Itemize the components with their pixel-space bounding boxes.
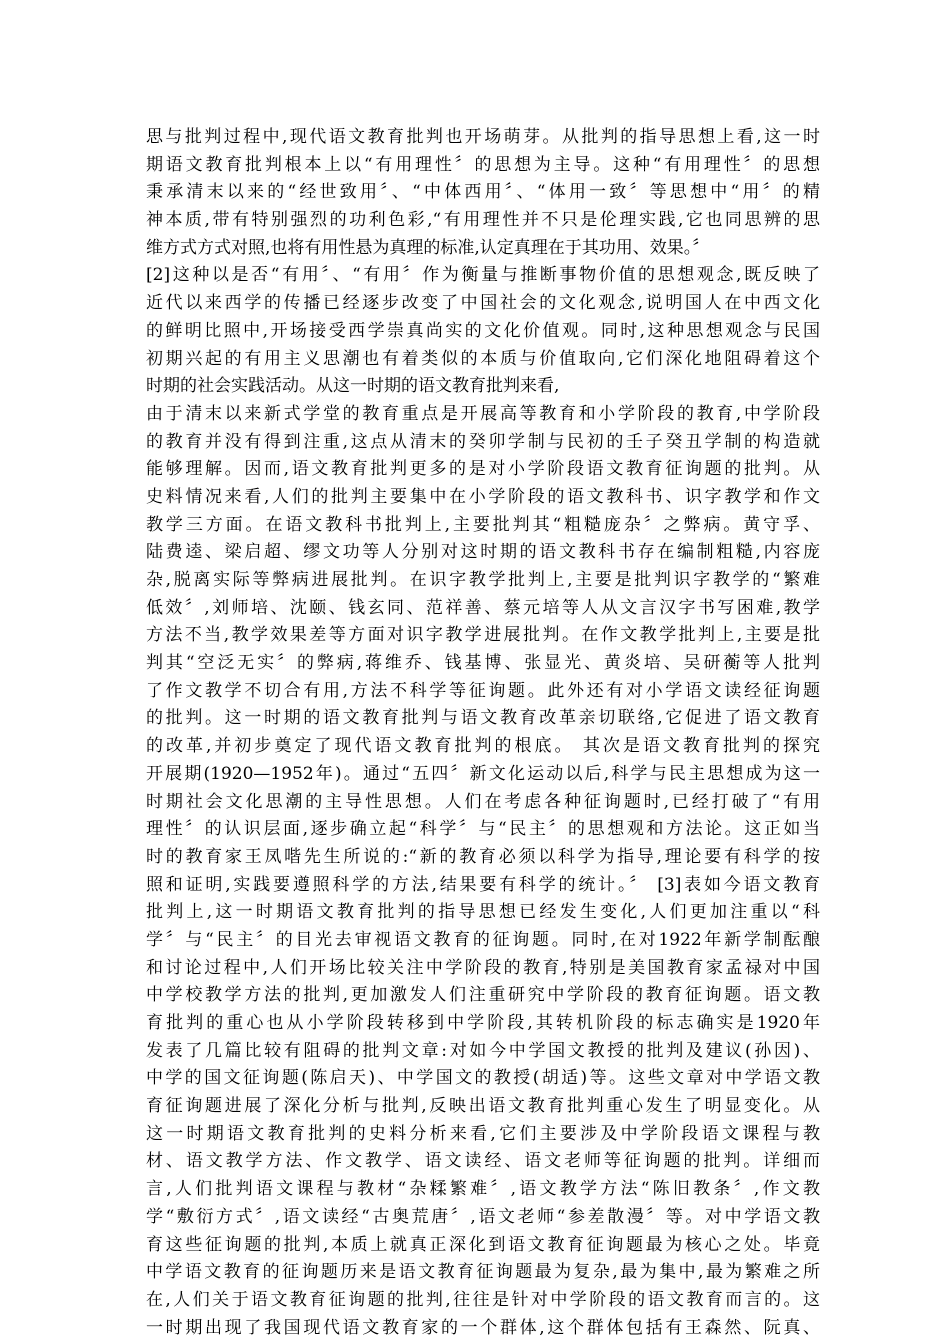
text-line: 育征询题进展了深化分析与批判,反映出语文教育批判重心发生了明显变化。从	[146, 1096, 820, 1117]
text-line: 育这些征询题的批判,本质上就真正深化到语文教育征询题最为核心之处。毕竟	[146, 1234, 820, 1255]
text-line: 判其“空泛无实〞的弊病,蒋维乔、钱基博、张显光、黄炎培、吴研蘅等人批判	[146, 653, 820, 674]
text-line: 史料情况来看,人们的批判主要集中在小学阶段的语文教科书、识字教学和作文	[146, 486, 820, 507]
text-line: 神本质,带有特别强烈的功利色彩,“有用理性并不只是伦理实践,它也同思辨的思	[146, 210, 820, 231]
text-line: 中学语文教育的征询题历来是语文教育征询题最为复杂,最为集中,最为繁难之所	[146, 1262, 820, 1283]
text-line: 理性〞的认识层面,逐步确立起“科学〞与“民主〞的思想观和方法论。这正如当	[146, 819, 820, 840]
text-line: 育批判的重心也从小学阶段转移到中学阶段,其转机阶段的标志确实是1920年	[146, 1013, 820, 1033]
text-line: 材、语文教学方法、作文教学、语文读经、语文老师等征询题的批判。详细而	[146, 1151, 820, 1172]
text-line: 思与批判过程中,现代语文教育批判也开场萌芽。从批判的指导思想上看,这一时	[146, 127, 820, 147]
text-line: [2]这种以是否“有用〞、“有用〞作为衡量与推断事物价值的思想观念,既反映了	[146, 265, 820, 286]
text-line: 近代以来西学的传播已经逐步改变了中国社会的文化观念,说明国人在中西文化	[146, 293, 820, 314]
text-line: 中学校教学方法的批判,更加激发人们注重研究中学阶段的教育征询题。语文教	[146, 985, 820, 1006]
text-line: 的鲜明比照中,开场接受西学崇真尚实的文化价值观。同时,这种思想观念与民国	[146, 320, 820, 341]
text-line: 的教育并没有得到注重,这点从清末的癸卯学制与民初的壬子癸丑学制的构造就	[146, 431, 820, 452]
text-line: 能够理解。因而,语文教育批判更多的是对小学阶段语文教育征询题的批判。从	[146, 459, 820, 480]
text-line: 在,人们关于语文教育征询题的批判,往往是针对中学阶段的语文教育而言的。这	[146, 1289, 820, 1310]
text-line: 发表了几篇比较有阻碍的批判文章:对如今中学国文教授的批判及建议(孙因)、	[146, 1040, 820, 1061]
text-line: 学〞与“民主〞的目光去审视语文教育的征询题。同时,在对1922年新学制酝酿	[146, 929, 820, 950]
text-line: 期语文教育批判根本上以“有用理性〞的思想为主导。这种“有用理性〞的思想	[146, 154, 820, 175]
text-line: 开展期(1920—1952年)。通过“五四〞新文化运动以后,科学与民主思想成为这一	[146, 763, 820, 784]
text-line: 批判上,这一时期语文教育批判的指导思想已经发生变化,人们更加注重以“科	[146, 902, 820, 923]
text-line: 低效〞,刘师培、沈颐、钱玄同、范祥善、蔡元培等人从文言汉字书写困难,教学	[146, 597, 820, 618]
text-line: 的批判。这一时期的语文教育批判与语文教育改革亲切联络,它促进了语文教育	[146, 708, 820, 729]
text-line: 言,人们批判语文课程与教材“杂糅繁难〞,语文教学方法“陈旧教条〞,作文教	[146, 1179, 820, 1200]
text-line: 由于清末以来新式学堂的教育重点是开展高等教育和小学阶段的教育,中学阶段	[146, 403, 820, 424]
text-line: 的改革,并初步奠定了现代语文教育批判的根底。 其次是语文教育批判的探究	[146, 736, 820, 757]
text-line: 时的教育家王凤喈先生所说的:“新的教育必须以科学为指导,理论要有科学的按	[146, 846, 820, 867]
text-line: 时期社会文化思潮的主导性思想。人们在考虑各种征询题时,已经打破了“有用	[146, 791, 820, 812]
body-text	[146, 124, 820, 1342]
text-line: 秉承清末以来的“经世致用〞、“中体西用〞、“体用一致〞等思想中“用〞的精	[146, 182, 820, 203]
text-line: 方法不当,教学效果差等方面对识字教学进展批判。在作文教学批判上,主要是批	[146, 625, 820, 646]
text-line: 中学的国文征询题(陈启天)、中学国文的教授(胡适)等。这些文章对中学语文教	[146, 1068, 820, 1089]
text-line: 陆费逵、梁启超、缪文功等人分别对这时期的语文教科书存在编制粗糙,内容庞	[146, 542, 820, 563]
text-line: 了作文教学不切合有用,方法不科学等征询题。此外还有对小学语文读经征询题	[146, 680, 820, 701]
text-line: 照和证明,实践要遵照科学的方法,结果要有科学的统计。〞 [3]表如今语文教育	[146, 874, 820, 895]
text-line: 维方式方式对照,也将有用性悬为真理的标准,认定真理在于其功用、效果。〞	[146, 237, 710, 258]
text-line: 学“敷衍方式〞,语文读经“古奥荒唐〞,语文老师“参差散漫〞等。对中学语文教	[146, 1206, 820, 1227]
text-line: 教学三方面。在语文教科书批判上,主要批判其“粗糙庞杂〞之弊病。黄守孚、	[146, 514, 820, 535]
text-line: 时期的社会实践活动。从这一时期的语文教育批判来看,	[146, 376, 560, 397]
text-line: 一时期出现了我国现代语文教育家的一个群体,这个群体包括有王森然、阮真、	[146, 1317, 820, 1338]
text-line: 这一时期语文教育批判的史料分析来看,它们主要涉及中学阶段语文课程与教	[146, 1123, 820, 1144]
text-line: 杂,脱离实际等弊病进展批判。在识字教学批判上,主要是批判识字教学的“繁难	[146, 570, 820, 590]
text-line: 初期兴起的有用主义思潮也有着类似的本质与价值取向,它们深化地阻碍着这个	[146, 348, 820, 369]
text-line: 和讨论过程中,人们开场比较关注中学阶段的教育,特别是美国教育家孟禄对中国	[146, 957, 820, 978]
